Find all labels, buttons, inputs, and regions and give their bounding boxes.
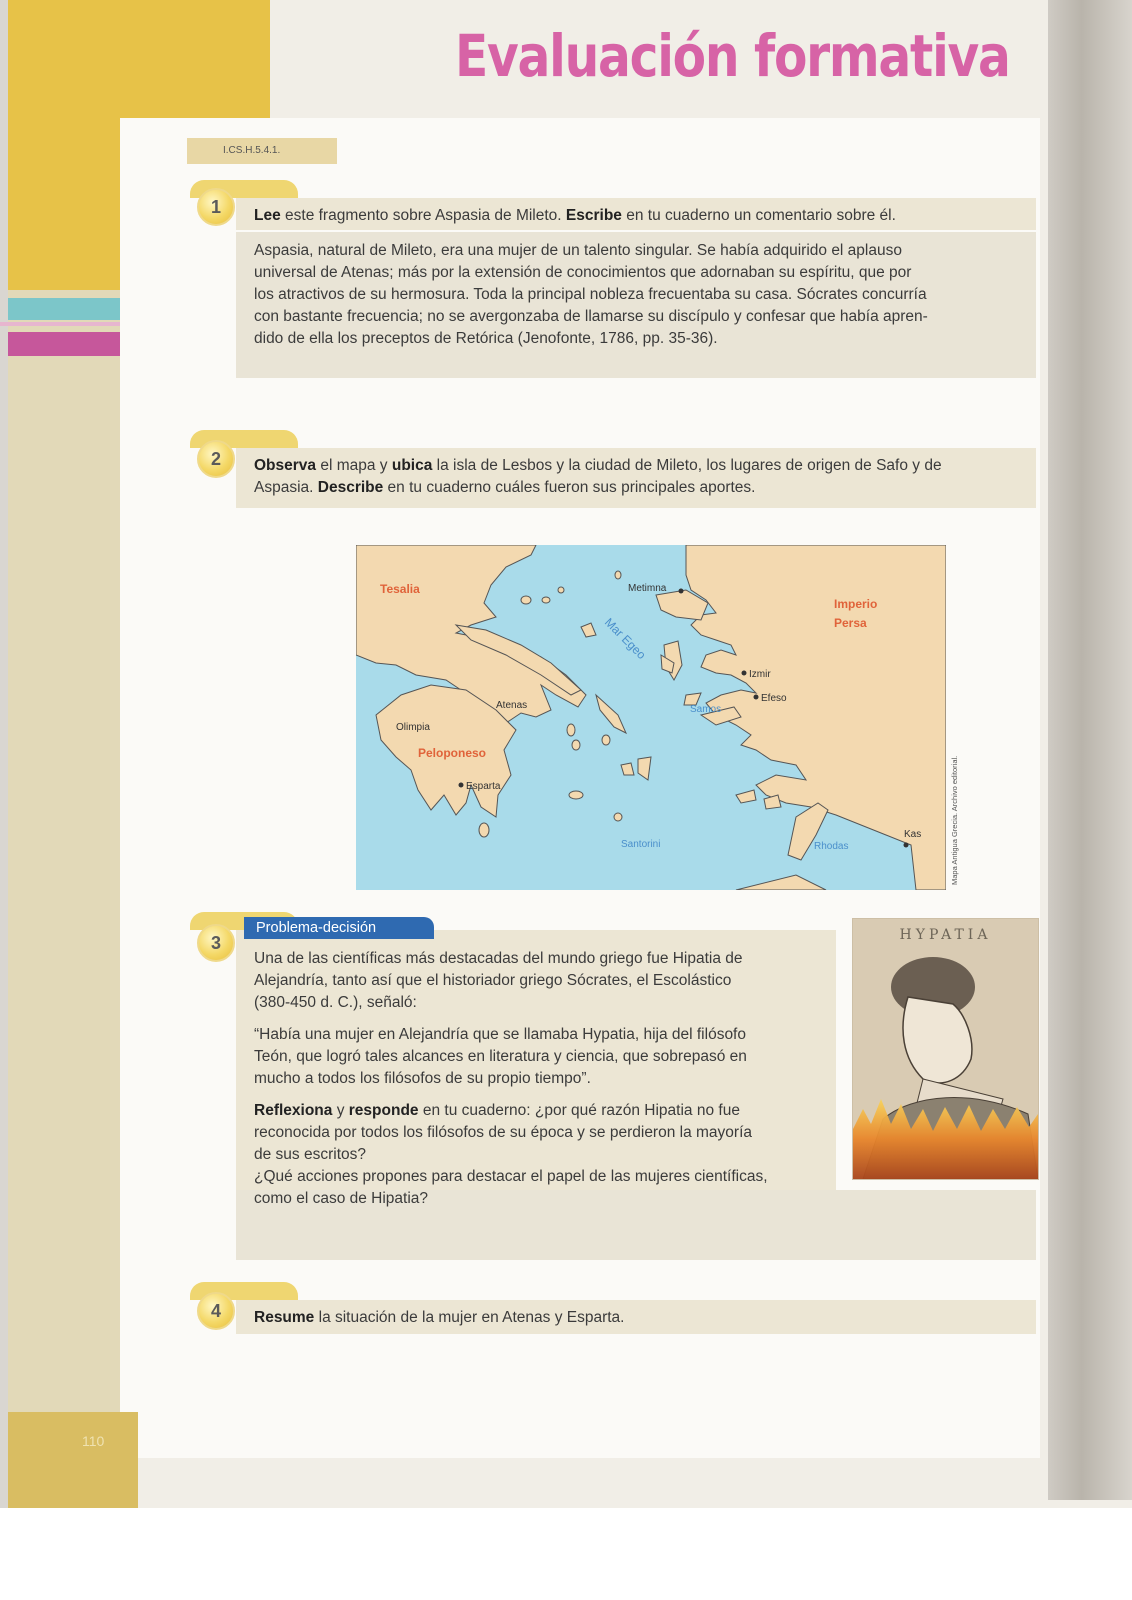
q4-rest: la situación de la mujer en Atenas y Esparta.: [314, 1309, 625, 1326]
question-1-fragment: [254, 240, 1034, 350]
hypatia-drawing: [853, 919, 1038, 1179]
skill-code: I.CS.H.5.4.1.: [187, 138, 337, 164]
map-dot-izmir: [742, 671, 747, 676]
page-number: 110: [82, 1433, 105, 1449]
label-kas: Kas: [904, 829, 922, 840]
map-drawing: [356, 545, 946, 890]
q4-resume: Resume: [254, 1309, 315, 1326]
q2-text-c: Aspasia.: [254, 479, 318, 496]
map-island: [572, 740, 580, 750]
label-persa: Persa: [834, 616, 867, 630]
label-mar-egeo: Mar Egeo: [601, 615, 649, 662]
reflect-line: reconocida por todos los filósofos de su época y se perdieron la mayoría: [254, 1124, 753, 1141]
hypatia-label: HYPATIA: [899, 927, 992, 943]
page-number-box: [8, 1412, 138, 1508]
map-dot-efeso: [754, 695, 759, 700]
label-rhodas: Rhodas: [814, 841, 849, 852]
bottom-margin: [0, 1508, 1132, 1600]
map-island: [521, 596, 531, 604]
map-santorini: [614, 813, 622, 821]
map-dot-metimna: [679, 589, 684, 594]
q3-reflexiona: Reflexiona: [254, 1102, 333, 1119]
reflect-line: de sus escritos?: [254, 1146, 366, 1163]
q2-observa: Observa: [254, 457, 317, 474]
map-island: [558, 587, 564, 593]
q1-fragment-ref: este fragmento sobre Aspasia de Mileto.: [280, 207, 566, 224]
label-atenas: Atenas: [496, 700, 528, 711]
page-left-edge: [0, 0, 8, 1510]
q3-y: y: [332, 1102, 349, 1119]
teal-stripe: [8, 298, 120, 320]
intro-line: Una de las científicas más destacadas del mundo griego fue Hipatia de: [254, 950, 743, 967]
map-island: [542, 597, 550, 603]
question-1-number: 1: [197, 188, 235, 226]
reflect-line: ¿Qué acciones propones para destacar el papel de las mujeres científicas,: [254, 1168, 768, 1185]
map-dot-esparta: [459, 783, 464, 788]
question-4-instruction: [254, 1307, 625, 1329]
label-samos: Samos: [690, 704, 722, 715]
q2-line-1: [254, 455, 1034, 477]
question-1-instruction: [254, 205, 896, 227]
left-margin-strip: [8, 290, 120, 1505]
q2-text-b: la isla de Lesbos y la ciudad de Mileto, los lugares de origen de Safo y de: [432, 457, 942, 474]
label-imperio: Imperio: [834, 597, 878, 611]
label-metimna: Metimna: [628, 583, 667, 594]
fragment-line: universal de Atenas; más por la extensión de conocimientos que adornaban su espíritu, que por: [254, 264, 912, 281]
question-3-reflect: [254, 1100, 854, 1210]
reflect-line: como el caso de Hipatia?: [254, 1190, 429, 1207]
fragment-line: con bastante frecuencia; no se avergonzaba de llamarse su discípulo y confesar que había apren-: [254, 308, 928, 325]
book-fold: [1048, 0, 1132, 1500]
question-2-number: 2: [197, 440, 235, 478]
q2-text-d: en tu cuaderno cuáles fueron sus principales aportes.: [383, 479, 756, 496]
q2-describe: Describe: [317, 479, 384, 496]
quote-line: “Había una mujer en Alejandría que se llamaba Hypatia, hija del filósofo: [254, 1026, 746, 1043]
face: [903, 997, 972, 1083]
map-credit: Mapa Antigua Grecia. Archivo editorial.: [950, 755, 959, 885]
label-esparta: Esparta: [466, 781, 501, 792]
question-2-instruction: [254, 455, 1034, 499]
intro-line: (380-450 d. C.), señaló:: [254, 994, 417, 1011]
q1-rest: en tu cuaderno un comentario sobre él.: [621, 207, 896, 224]
fragment-line: Aspasia, natural de Mileto, era una mujer de un talento singular. Se había adquirido el aplauso: [254, 242, 902, 259]
greece-map: [356, 545, 946, 890]
hypatia-portrait: [852, 918, 1039, 1180]
map-island: [569, 791, 583, 799]
fragment-line: dido de ella los preceptos de Retórica (Jenofonte, 1786, pp. 35-36).: [254, 330, 718, 347]
reflect-line-1: [254, 1100, 854, 1122]
q2-ubica: ubica: [391, 457, 433, 474]
question-3-intro: [254, 948, 834, 1014]
problema-decision-tag: Problema-decisión: [244, 917, 434, 939]
fragment-line: los atractivos de su hermosura. Toda la principal nobleza frecuentaba su casa. Sócrates concurría: [254, 286, 927, 303]
quote-line: Teón, que logró tales alcances en literatura y ciencia, que sobrepasó en: [254, 1048, 747, 1065]
q1-escribe: Escribe: [565, 207, 622, 224]
intro-line: Alejandría, tanto así que el historiador griego Sócrates, el Escolástico: [254, 972, 732, 989]
q1-lee: Lee: [254, 207, 281, 224]
q3-responde: responde: [348, 1102, 419, 1119]
map-dot-kas: [904, 843, 909, 848]
q3-text-a: en tu cuaderno: ¿por qué razón Hipatia no fue: [418, 1102, 740, 1119]
pink-stripe: [8, 332, 120, 356]
map-kythira: [479, 823, 489, 837]
label-olimpia: Olimpia: [396, 722, 430, 733]
question-3-number: 3: [197, 924, 235, 962]
q2-line-2: [254, 477, 1034, 499]
map-island: [615, 571, 621, 579]
label-efeso: Efeso: [761, 693, 787, 704]
question-4-number: 4: [197, 1292, 235, 1330]
label-santorini: Santorini: [621, 839, 661, 850]
map-island: [567, 724, 575, 736]
q2-text-a: el mapa y: [316, 457, 392, 474]
label-izmir: Izmir: [749, 669, 771, 680]
question-3-quote: [254, 1024, 834, 1090]
label-peloponeso: Peloponeso: [418, 746, 487, 760]
pink-thin-stripe: [0, 322, 120, 326]
label-tesalia: Tesalia: [380, 582, 420, 596]
map-island: [602, 735, 610, 745]
page-title: Evaluación formativa: [455, 22, 1010, 90]
quote-line: mucho a todos los filósofos de su propio tiempo”.: [254, 1070, 591, 1087]
